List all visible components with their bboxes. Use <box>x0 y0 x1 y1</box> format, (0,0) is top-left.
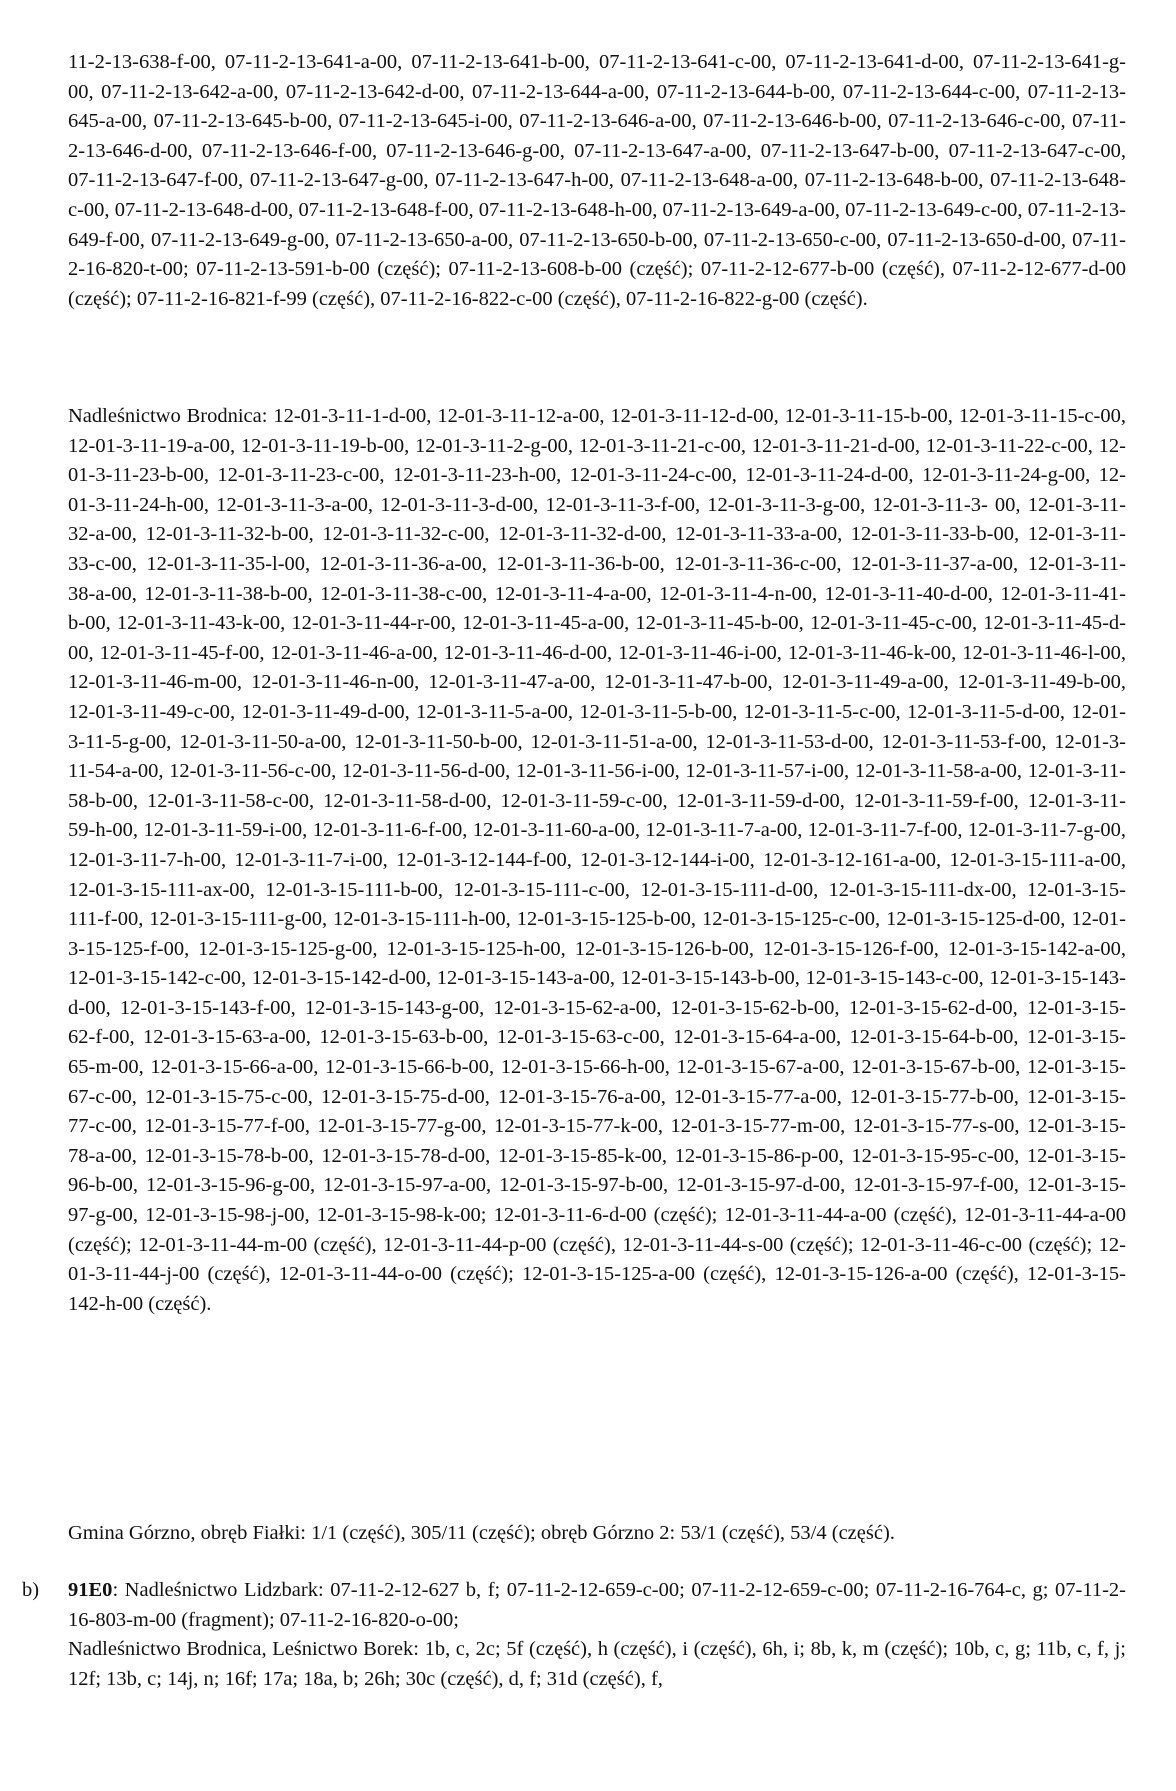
list-item-content <box>68 1576 1126 1694</box>
habitat-locations-lidzbark: : Nadleśnictwo Lidzbark: 07-11-2-12-627 b, f; 07-11-2-12-659-c-00; 07-11-2-12-659-c-00; 07-11-2-16-764-c, g; 07-11-2-16-803-m-00 (fragment); 07-11-2-16-820-o-00; <box>68 1579 1126 1631</box>
habitat-locations-brodnica: Nadleśnictwo Brodnica, Leśnictwo Borek: 1b, c, 2c; 5f (część), h (część), i (część), 6h, i; 8b, k, m (część); 10b, c, g; 11b, c, f, j; 12f; 13b, c; 14j, n; 16f; 17a; 18a, b; 26h; 30c (część), d, f; 31d (część), f, <box>68 1638 1126 1690</box>
parcel-list-paragraph-lidzbark-continued: 11-2-13-638-f-00, 07-11-2-13-641-a-00, 07-11-2-13-641-b-00, 07-11-2-13-641-c-00, 07-11-2-13-641-d-00, 07-11-2-13-641-g-00, 07-11-2-13-642-a-00, 07-11-2-13-642-d-00, 07-11-2-13-644-a-00, 07-11-2-13-644-b-00, 07-11-2-13-644-c-00, 07-11-2-13-645-a-00, 07-11-2-13-645-b-00, 07-11-2-13-645-i-00, 07-11-2-13-646-a-00, 07-11-2-13-646-b-00, 07-11-2-13-646-c-00, 07-11-2-13-646-d-00, 07-11-2-13-646-f-00, 07-11-2-13-646-g-00, 07-11-2-13-647-a-00, 07-11-2-13-647-b-00, 07-11-2-13-647-c-00, 07-11-2-13-647-f-00, 07-11-2-13-647-g-00, 07-11-2-13-647-h-00, 07-11-2-13-648-a-00, 07-11-2-13-648-b-00, 07-11-2-13-648-c-00, 07-11-2-13-648-d-00, 07-11-2-13-648-f-00, 07-11-2-13-648-h-00, 07-11-2-13-649-a-00, 07-11-2-13-649-c-00, 07-11-2-13-649-f-00, 07-11-2-13-649-g-00, 07-11-2-13-650-a-00, 07-11-2-13-650-b-00, 07-11-2-13-650-c-00, 07-11-2-13-650-d-00, 07-11-2-16-820-t-00; 07-11-2-13-591-b-00 (część); 07-11-2-13-608-b-00 (część); 07-11-2-12-677-b-00 (część), 07-11-2-12-677-d-00 (część); 07-11-2-16-821-f-99 (część), 07-11-2-16-822-c-00 (część), 07-11-2-16-822-g-00 (część). <box>68 51 1126 310</box>
municipality-plots-paragraph: Gmina Górzno, obręb Fiałki: 1/1 (część), 305/11 (część); obręb Górzno 2: 53/1 (część), 53/4 (część). <box>68 1522 895 1544</box>
parcel-list-paragraph-brodnica: Nadleśnictwo Brodnica: 12-01-3-11-1-d-00, 12-01-3-11-12-a-00, 12-01-3-11-12-d-00, 12-01-3-11-15-b-00, 12-01-3-11-15-c-00, 12-01-3-11-19-a-00, 12-01-3-11-19-b-00, 12-01-3-11-2-g-00, 12-01-3-11-21-c-00, 12-01-3-11-21-d-00, 12-01-3-11-22-c-00, 12-01-3-11-23-b-00, 12-01-3-11-23-c-00, 12-01-3-11-23-h-00, 12-01-3-11-24-c-00, 12-01-3-11-24-d-00, 12-01-3-11-24-g-00, 12-01-3-11-24-h-00, 12-01-3-11-3-a-00, 12-01-3-11-3-d-00, 12-01-3-11-3-f-00, 12-01-3-11-3-g-00, 12-01-3-11-3- 00, 12-01-3-11-32-a-00, 12-01-3-11-32-b-00, 12-01-3-11-32-c-00, 12-01-3-11-32-d-00, 12-01-3-11-33-a-00, 12-01-3-11-33-b-00, 12-01-3-11-33-c-00, 12-01-3-11-35-l-00, 12-01-3-11-36-a-00, 12-01-3-11-36-b-00, 12-01-3-11-36-c-00, 12-01-3-11-37-a-00, 12-01-3-11-38-a-00, 12-01-3-11-38-b-00, 12-01-3-11-38-c-00, 12-01-3-11-4-a-00, 12-01-3-11-4-n-00, 12-01-3-11-40-d-00, 12-01-3-11-41-b-00, 12-01-3-11-43-k-00, 12-01-3-11-44-r-00, 12-01-3-11-45-a-00, 12-01-3-11-45-b-00, 12-01-3-11-45-c-00, 12-01-3-11-45-d-00, 12-01-3-11-45-f-00, 12-01-3-11-46-a-00, 12-01-3-11-46-d-00, 12-01-3-11-46-i-00, 12-01-3-11-46-k-00, 12-01-3-11-46-l-00, 12-01-3-11-46-m-00, 12-01-3-11-46-n-00, 12-01-3-11-47-a-00, 12-01-3-11-47-b-00, 12-01-3-11-49-a-00, 12-01-3-11-49-b-00, 12-01-3-11-49-c-00, 12-01-3-11-49-d-00, 12-01-3-11-5-a-00, 12-01-3-11-5-b-00, 12-01-3-11-5-c-00, 12-01-3-11-5-d-00, 12-01-3-11-5-g-00, 12-01-3-11-50-a-00, 12-01-3-11-50-b-00, 12-01-3-11-51-a-00, 12-01-3-11-53-d-00, 12-01-3-11-53-f-00, 12-01-3-11-54-a-00, 12-01-3-11-56-c-00, 12-01-3-11-56-d-00, 12-01-3-11-56-i-00, 12-01-3-11-57-i-00, 12-01-3-11-58-a-00, 12-01-3-11-58-b-00, 12-01-3-11-58-c-00, 12-01-3-11-58-d-00, 12-01-3-11-59-c-00, 12-01-3-11-59-d-00, 12-01-3-11-59-f-00, 12-01-3-11-59-h-00, 12-01-3-11-59-i-00, 12-01-3-11-6-f-00, 12-01-3-11-60-a-00, 12-01-3-11-7-a-00, 12-01-3-11-7-f-00, 12-01-3-11-7-g-00, 12-01-3-11-7-h-00, 12-01-3-11-7-i-00, 12-01-3-12-144-f-00, 12-01-3-12-144-i-00, 12-01-3-12-161-a-00, 12-01-3-15-111-a-00, 12-01-3-15-111-ax-00, 12-01-3-15-111-b-00, 12-01-3-15-111-c-00, 12-01-3-15-111-d-00, 12-01-3-15-111-dx-00, 12-01-3-15-111-f-00, 12-01-3-15-111-g-00, 12-01-3-15-111-h-00, 12-01-3-15-125-b-00, 12-01-3-15-125-c-00, 12-01-3-15-125-d-00, 12-01-3-15-125-f-00, 12-01-3-15-125-g-00, 12-01-3-15-125-h-00, 12-01-3-15-126-b-00, 12-01-3-15-126-f-00, 12-01-3-15-142-a-00, 12-01-3-15-142-c-00, 12-01-3-15-142-d-00, 12-01-3-15-143-a-00, 12-01-3-15-143-b-00, 12-01-3-15-143-c-00, 12-01-3-15-143-d-00, 12-01-3-15-143-f-00, 12-01-3-15-143-g-00, 12-01-3-15-62-a-00, 12-01-3-15-62-b-00, 12-01-3-15-62-d-00, 12-01-3-15-62-f-00, 12-01-3-15-63-a-00, 12-01-3-15-63-b-00, 12-01-3-15-63-c-00, 12-01-3-15-64-a-00, 12-01-3-15-64-b-00, 12-01-3-15-65-m-00, 12-01-3-15-66-a-00, 12-01-3-15-66-b-00, 12-01-3-15-66-h-00, 12-01-3-15-67-a-00, 12-01-3-15-67-b-00, 12-01-3-15-67-c-00, 12-01-3-15-75-c-00, 12-01-3-15-75-d-00, 12-01-3-15-76-a-00, 12-01-3-15-77-a-00, 12-01-3-15-77-b-00, 12-01-3-15-77-c-00, 12-01-3-15-77-f-00, 12-01-3-15-77-g-00, 12-01-3-15-77-k-00, 12-01-3-15-77-m-00, 12-01-3-15-77-s-00, 12-01-3-15-78-a-00, 12-01-3-15-78-b-00, 12-01-3-15-78-d-00, 12-01-3-15-85-k-00, 12-01-3-15-86-p-00, 12-01-3-15-95-c-00, 12-01-3-15-96-b-00, 12-01-3-15-96-g-00, 12-01-3-15-97-a-00, 12-01-3-15-97-b-00, 12-01-3-15-97-d-00, 12-01-3-15-97-f-00, 12-01-3-15-97-g-00, 12-01-3-15-98-j-00, 12-01-3-15-98-k-00; 12-01-3-11-6-d-00 (część); 12-01-3-11-44-a-00 (część), 12-01-3-11-44-a-00 (część); 12-01-3-11-44-m-00 (część), 12-01-3-11-44-p-00 (część), 12-01-3-11-44-s-00 (część); 12-01-3-11-46-c-00 (część); 12-01-3-11-44-j-00 (część), 12-01-3-11-44-o-00 (część); 12-01-3-15-125-a-00 (część), 12-01-3-15-126-a-00 (część), 12-01-3-15-142-h-00 (część). <box>68 405 1126 1315</box>
habitat-code: 91E0 <box>68 1579 113 1601</box>
list-marker: b) <box>22 1579 40 1601</box>
